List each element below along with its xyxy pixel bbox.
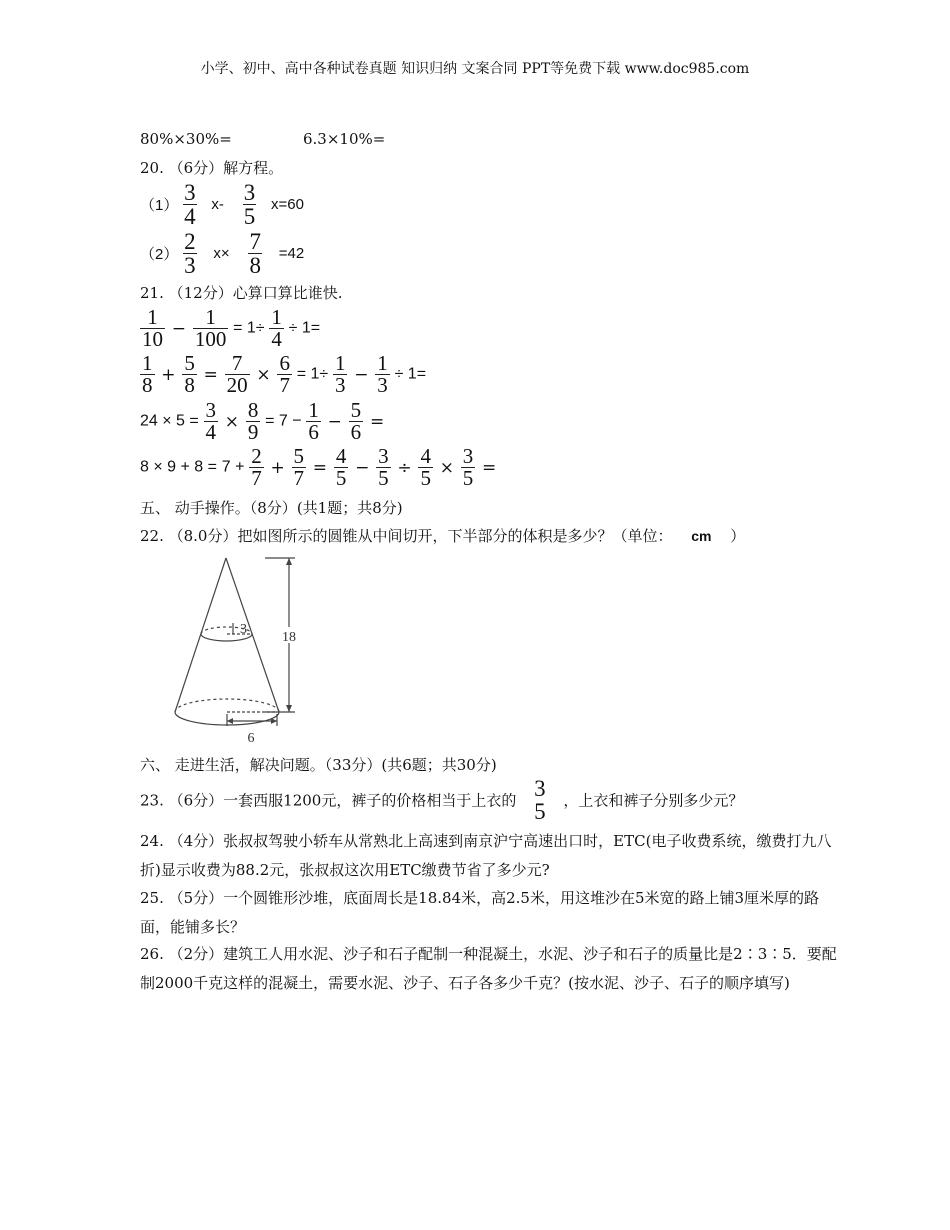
q21-row-4: 8 × 9 + 8 = 7 + $\frac{2}{7}$ + $\frac{5}{7}$ = $\frac{4}{5}$ − $\frac{3}{5}$ ÷ $\frac{4}{5}$ × $\frac{3}{5}$ = bbox=[140, 444, 497, 490]
q21-row-1: $\frac{1}{10}$ − $\frac{1}{100}$ = 1÷ $\frac{1}{4}$ ÷ 1= bbox=[142, 305, 321, 351]
fraction: $\frac{3}{5}$ bbox=[243, 180, 256, 229]
calc-6-3-10: 6.3×10%= bbox=[303, 130, 386, 148]
cone-figure bbox=[165, 550, 315, 745]
top-radius-label: 3 bbox=[240, 622, 247, 637]
fraction: 3 5 bbox=[534, 776, 546, 824]
q21-row-2: $\frac{1}{8}$ + $\frac{5}{8}$ = $\frac{7}{20}$ × $\frac{6}{7}$ = 1÷ $\frac{1}{3}$ − $\frac{1}{3}$ ÷ 1= bbox=[142, 351, 427, 397]
height-arrow-top bbox=[286, 558, 292, 565]
q21-row-3: 24 × 5 = $\frac{3}{4}$ × $\frac{8}{9}$ = 7 − $\frac{1}{6}$ − $\frac{5}{6}$ = bbox=[140, 398, 385, 444]
q26-text: 26. （2分）建筑工人用水泥、沙子和石子配制一种混凝土，水泥、沙子和石子的质量比是2∶3∶5．要配制2000千克这样的混凝土，需要水泥、沙子、石子各多少千克？(按水泥、沙子、石子的顺序填写) bbox=[140, 945, 837, 992]
q23-text: 23. （6分）一套西服1200元，裤子的价格相当于上衣的 3 5 ，上衣和裤子分别多少元？ bbox=[140, 776, 744, 824]
cone-right-edge bbox=[226, 558, 279, 712]
q22-text: 22. （8.0分）把如图所示的圆锥从中间切开，下半部分的体积是多少？（单位： cm ） bbox=[140, 527, 746, 545]
calc-80-30: 80%×30%= bbox=[140, 130, 232, 148]
height-label: 18 bbox=[282, 630, 296, 645]
height-arrow-bottom bbox=[286, 705, 292, 712]
unit-cm: cm bbox=[691, 528, 712, 544]
section-5-heading: 五、 动手操作。（8分）(共1题；共8分) bbox=[140, 499, 403, 517]
base-arrow-right bbox=[271, 718, 277, 724]
base-back-arc bbox=[175, 699, 279, 712]
fraction: $\frac{7}{8}$ bbox=[249, 229, 261, 278]
fraction: $\frac{2}{3}$ bbox=[184, 229, 196, 278]
q21-title: 21. （12分）心算口算比谁快. bbox=[140, 284, 343, 302]
q20-equation-2: （2） $\frac{2}{3}$ x× $\frac{7}{8}$ =42 bbox=[140, 229, 305, 278]
q25-text: 25. （5分）一个圆锥形沙堆，底面周长是18.84米，高2.5米，用这堆沙在5米宽的路上铺3厘米厚的路面，能铺多长？ bbox=[140, 889, 820, 936]
base-label: 6 bbox=[247, 731, 255, 745]
base-arrow-left bbox=[227, 718, 233, 724]
fraction: $\frac{3}{4}$ bbox=[184, 180, 196, 229]
q20-equation-1: （1） $\frac{3}{4}$ x- $\frac{3}{5}$ x=60 bbox=[140, 180, 304, 229]
cone-left-edge bbox=[175, 558, 226, 712]
page-header: 小学、初中、高中各种试卷真题 知识归纳 文案合同 PPT等免费下载 www.doc985.com bbox=[200, 61, 750, 77]
q24-text: 24. （4分）张叔叔驾驶小轿车从常熟北上高速到南京沪宁高速出口时，ETC(电子收费系统，缴费打九八折)显示收费为88.2元，张叔叔这次用ETC缴费节省了多少元? bbox=[140, 832, 832, 879]
q20-title: 20. （6分）解方程。 bbox=[140, 159, 284, 177]
section-6-heading: 六、 走进生活，解决问题。（33分）(共6题；共30分) bbox=[140, 756, 497, 774]
